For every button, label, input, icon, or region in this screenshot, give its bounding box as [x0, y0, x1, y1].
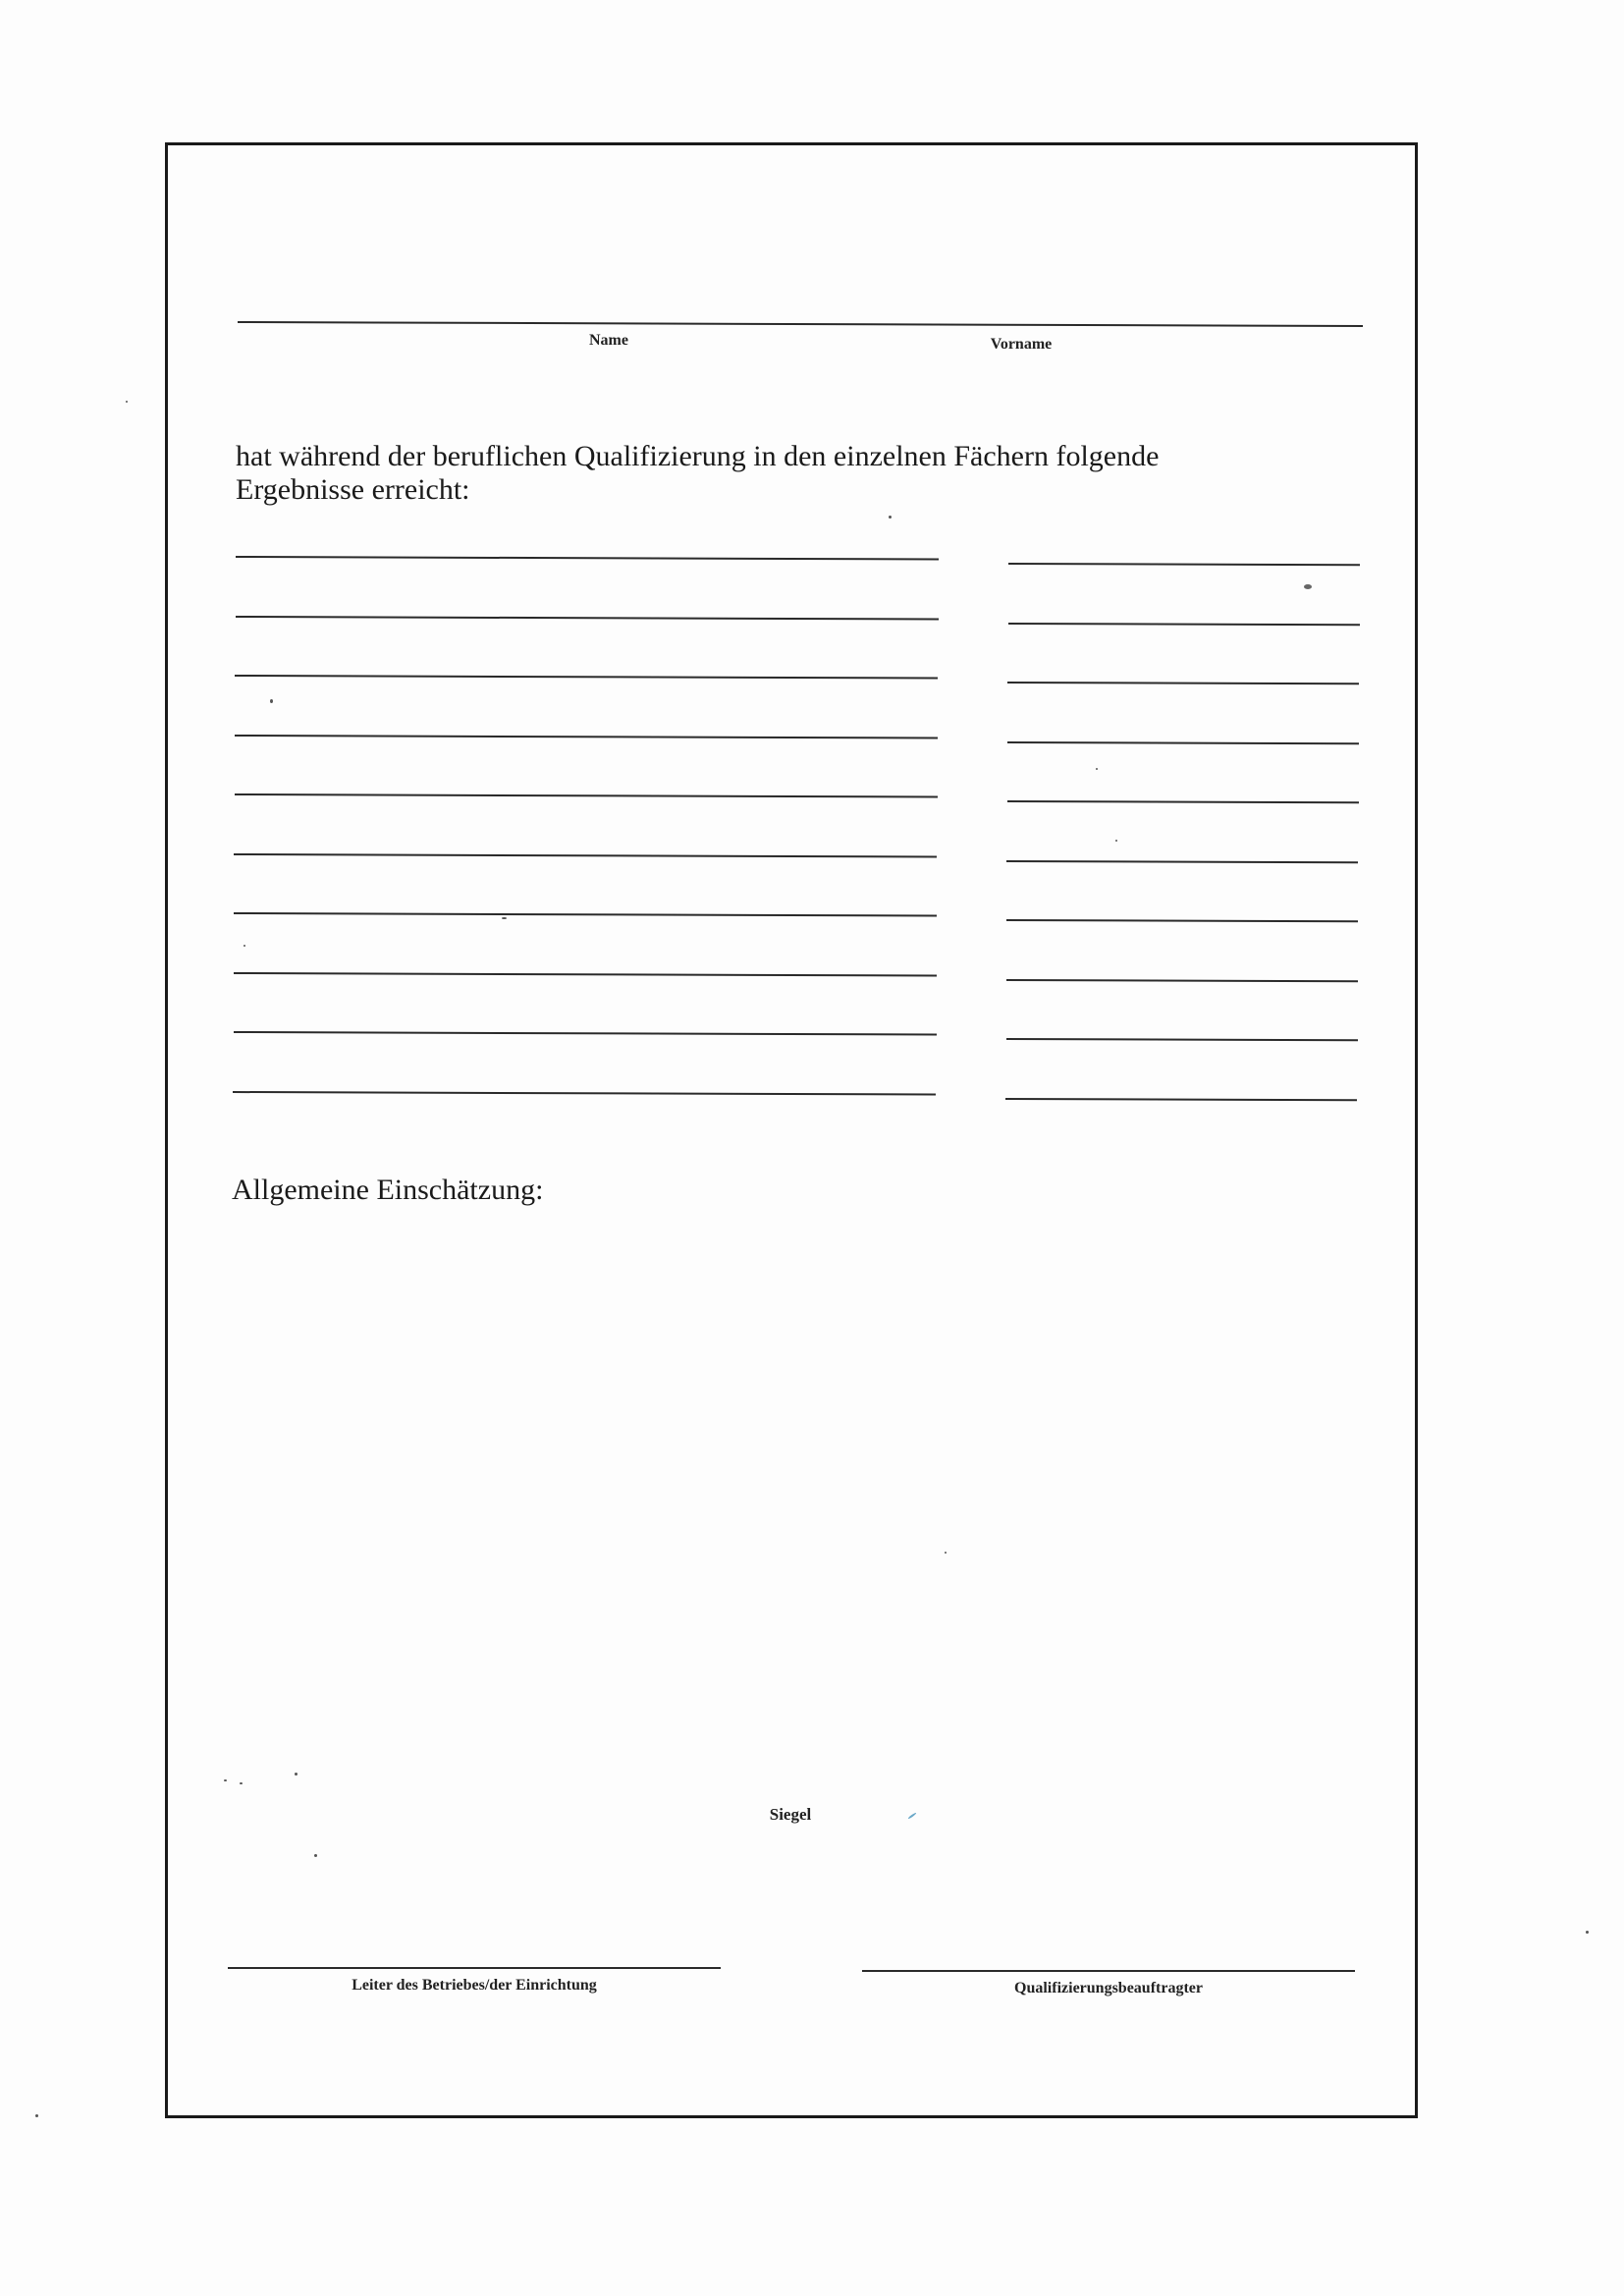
name-caption: Name — [589, 332, 628, 349]
seal-label: Siegel — [769, 1805, 812, 1824]
signature-line-left — [228, 1967, 721, 1969]
vorname-caption: Vorname — [990, 336, 1053, 353]
signature-line-right — [862, 1970, 1355, 1972]
intro-text-line-1: hat während der beruflichen Qualifizierung in den einzelnen Fächern folgende — [236, 440, 1160, 472]
assessment-heading: Allgemeine Einschätzung: — [232, 1174, 544, 1206]
intro-text-line-2: Ergebnisse erreicht: — [236, 473, 470, 506]
signature-caption-left: Leiter des Betriebes/der Einrichtung — [352, 1977, 597, 1994]
signature-caption-right: Qualifizierungsbeauftragter — [1014, 1980, 1203, 1996]
